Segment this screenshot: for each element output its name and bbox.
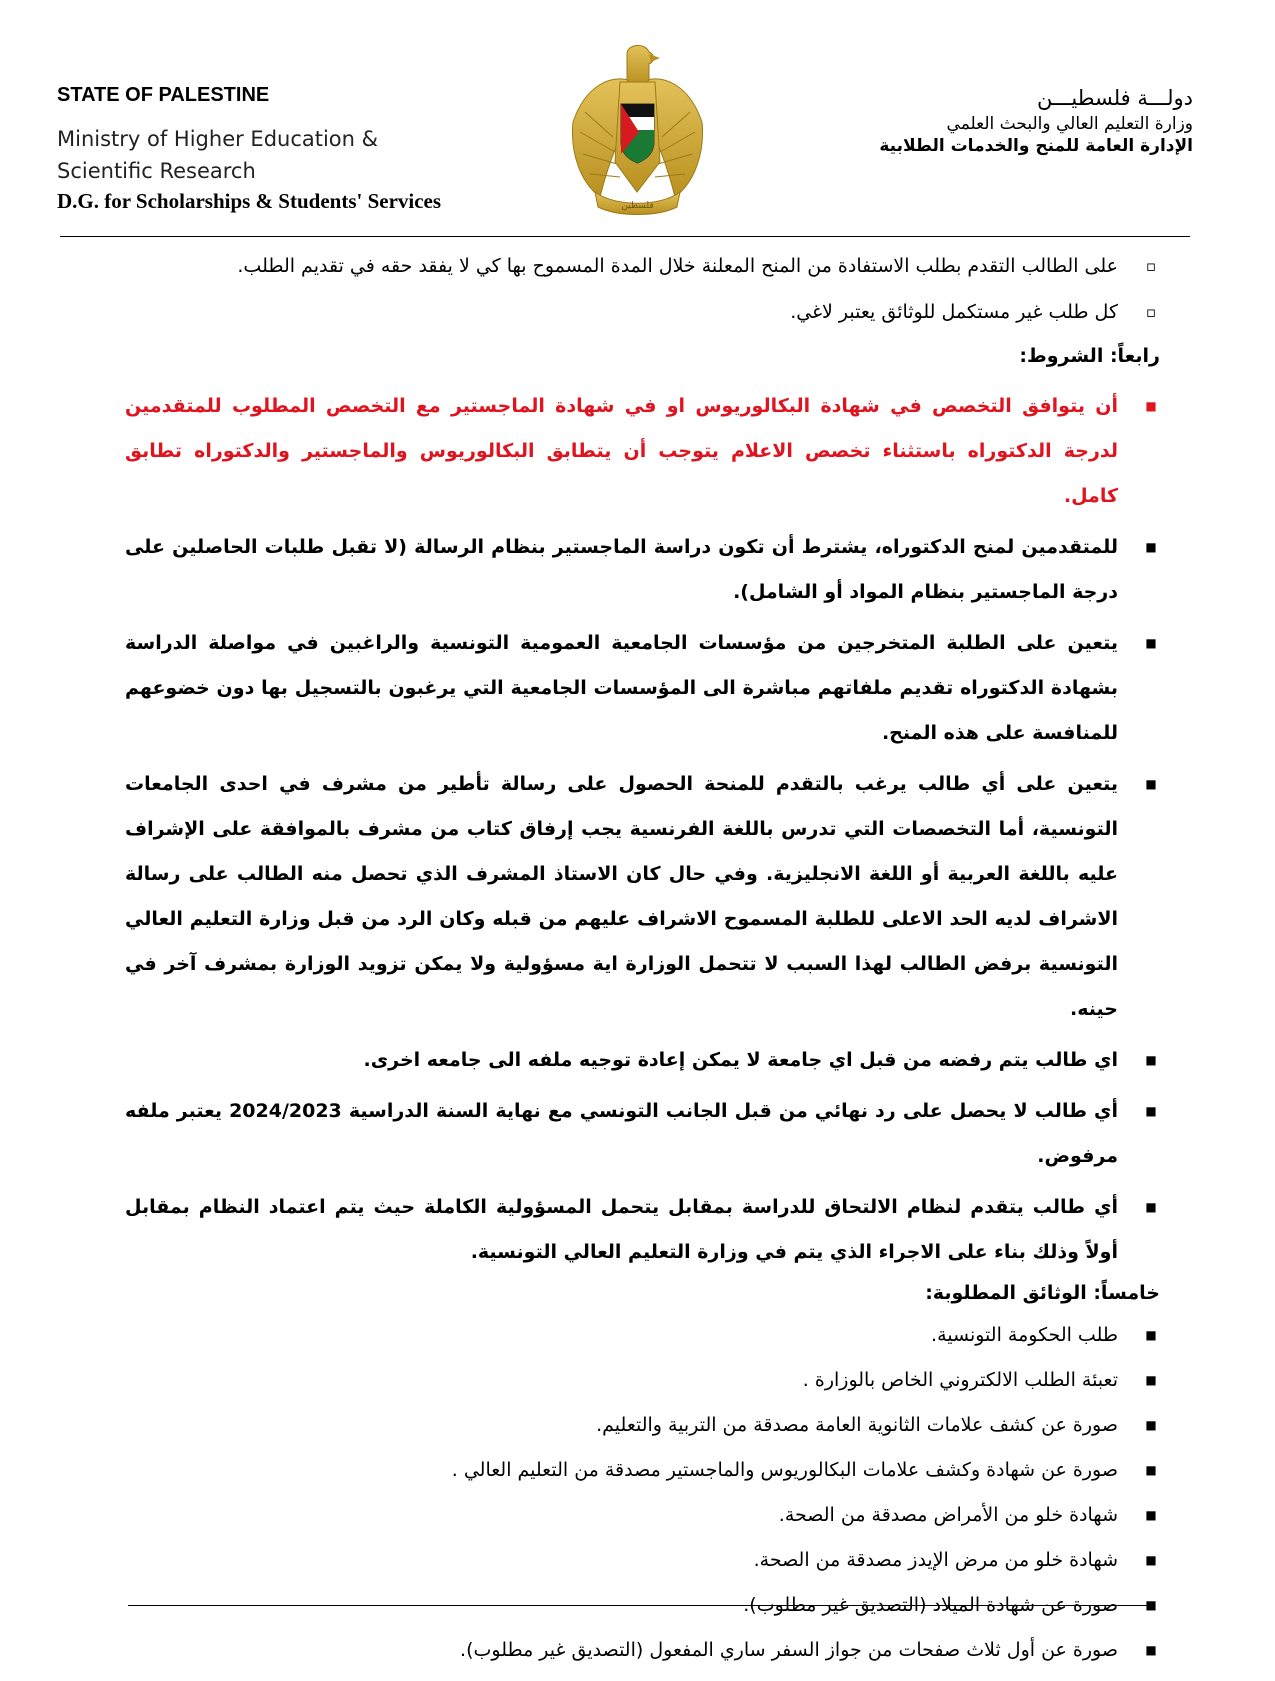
filled-square-bullet-icon: ■ (1145, 1373, 1157, 1387)
list-item: ■ صورة عن شهادة وكشف علامات البكالوريوس والماجستير مصدقة من التعليم العالي . (125, 1456, 1160, 1484)
eagle-emblem-icon (565, 42, 710, 220)
square-bullet-icon: ▫ (1145, 257, 1157, 275)
list-item: ■ أي طالب يتقدم لنظام الالتحاق للدراسة بمقابل يتحمل المسؤولية الكاملة حيث يتم اعتماد النظام بمقابل أولاً وذلك بناء على الاجراء الذي يتم في وزارة التعليم العالي التونسية. (125, 1185, 1160, 1275)
list-item: ■ أن يتوافق التخصص في شهادة البكالوريوس او في شهادة الماجستير مع التخصص المطلوب للمتقدمين لدرجة الدكتوراه باستثناء تخصص الاعلام يتوجب أن يتطابق البكالوريوس والماجستير والدكتوراه تطابق كامل. (125, 384, 1160, 519)
filled-square-bullet-icon: ■ (1145, 1463, 1157, 1477)
header-divider (60, 236, 1190, 237)
section-heading-documents: خامساً: الوثائق المطلوبة: (925, 1282, 1160, 1304)
list-item: ■ تعبئة الطلب الالكتروني الخاص بالوزارة . (125, 1366, 1160, 1394)
directorate-en: D.G. for Scholarships & Students' Services (57, 189, 442, 213)
filled-square-bullet-icon: ■ (1145, 540, 1157, 554)
list-item: ■ اي طالب يتم رفضه من قبل اي جامعة لا يمكن إعادة توجيه ملفه الى جامعه اخرى. (125, 1038, 1160, 1083)
documents-list (125, 1321, 1160, 1664)
list-item: ▫ على الطالب التقدم بطلب الاستفادة من المنح المعلنة خلال المدة المسموح بها كي لا يفقد حقه في تقديم الطلب. (125, 252, 1160, 280)
filled-square-bullet-icon: ■ (1145, 1553, 1157, 1567)
ministry-line-2: Scientific Research (57, 159, 256, 183)
filled-square-bullet-icon: ■ (1145, 1418, 1157, 1432)
arabic-letterhead (773, 86, 1193, 156)
emblem-banner-text: فلسطين (621, 201, 654, 211)
conditions-list (125, 384, 1160, 1275)
filled-square-bullet-icon: ■ (1145, 1104, 1157, 1118)
ministry-name-ar: وزارة التعليم العالي والبحث العلمي (946, 114, 1193, 134)
list-item: ■ طلب الحكومة التونسية. (125, 1321, 1160, 1349)
intro-list (125, 252, 1160, 326)
ministry-line-1: Ministry of Higher Education & (57, 127, 379, 151)
list-item: ▫ كل طلب غير مستكمل للوثائق يعتبر لاغي. (125, 298, 1160, 326)
filled-square-bullet-icon: ■ (1145, 1598, 1157, 1612)
letterhead (0, 0, 1275, 240)
filled-square-bullet-icon: ■ (1145, 1200, 1157, 1214)
directorate-ar: الإدارة العامة للمنح والخدمات الطلابية (879, 136, 1193, 156)
filled-square-bullet-icon: ■ (1145, 636, 1157, 650)
ministry-name-en (57, 123, 477, 187)
list-item: ■ يتعين على الطلبة المتخرجين من مؤسسات الجامعية العمومية التونسية والراغبين في مواصلة الدراسة بشهادة الدكتوراه تقديم ملفاتهم مباشرة الى المؤسسات الجامعية التي يرغبون بالتسجيل بها دون خضوعهم للمنافسة على هذه المنح. (125, 621, 1160, 756)
list-item: ■ صورة عن أول ثلاث صفحات من جواز السفر ساري المفعول (التصديق غير مطلوب). (125, 1636, 1160, 1664)
document-body (125, 252, 1160, 1681)
filled-square-bullet-icon: ■ (1145, 1328, 1157, 1342)
footer-divider (128, 1605, 1148, 1606)
state-name-ar: دولـــة فلسطيـــن (1036, 86, 1193, 110)
state-name-en: STATE OF PALESTINE (57, 84, 270, 106)
filled-square-bullet-icon: ■ (1145, 399, 1157, 413)
english-letterhead (57, 84, 477, 214)
list-item: ■ صورة عن شهادة الميلاد (التصديق غير مطلوب). (125, 1591, 1160, 1619)
list-item: ■ شهادة خلو من الأمراض مصدقة من الصحة. (125, 1501, 1160, 1529)
list-item: ■ يتعين على أي طالب يرغب بالتقدم للمنحة الحصول على رسالة تأطير من مشرف في احدى الجامعات التونسية، أما التخصصات التي تدرس باللغة الفرنسية يجب إرفاق كتاب من مشرف بالموافقة على الإشراف عليه باللغة العربية أو اللغة الانجليزية. وفي حال كان الاستاذ المشرف الذي تحصل منه الطالب على رسالة الاشراف لديه الحد الاعلى للطلبة المسموح الاشراف عليهم من قبله وكان الرد من قبل وزارة التعليم العالي التونسية برفض الطالب لهذا السبب لا تتحمل الوزارة اية مسؤولية ولا يمكن تزويد الوزارة بمشرف آخر في حينه. (125, 762, 1160, 1032)
list-item: ■ أي طالب لا يحصل على رد نهائي من قبل الجانب التونسي مع نهاية السنة الدراسية 2024/2023 يعتبر ملفه مرفوض. (125, 1089, 1160, 1179)
section-heading-conditions: رابعاً: الشروط: (1019, 345, 1160, 367)
filled-square-bullet-icon: ■ (1145, 1053, 1157, 1067)
list-item: ■ صورة عن كشف علامات الثانوية العامة مصدقة من التربية والتعليم. (125, 1411, 1160, 1439)
list-item: ■ للمتقدمين لمنح الدكتوراه، يشترط أن تكون دراسة الماجستير بنظام الرسالة (لا تقبل طلبات الحاصلين على درجة الماجستير بنظام المواد أو الشامل). (125, 525, 1160, 615)
square-bullet-icon: ▫ (1145, 303, 1157, 321)
filled-square-bullet-icon: ■ (1145, 777, 1157, 791)
list-item: ■ شهادة خلو من مرض الإيدز مصدقة من الصحة. (125, 1546, 1160, 1574)
filled-square-bullet-icon: ■ (1145, 1643, 1157, 1657)
filled-square-bullet-icon: ■ (1145, 1508, 1157, 1522)
